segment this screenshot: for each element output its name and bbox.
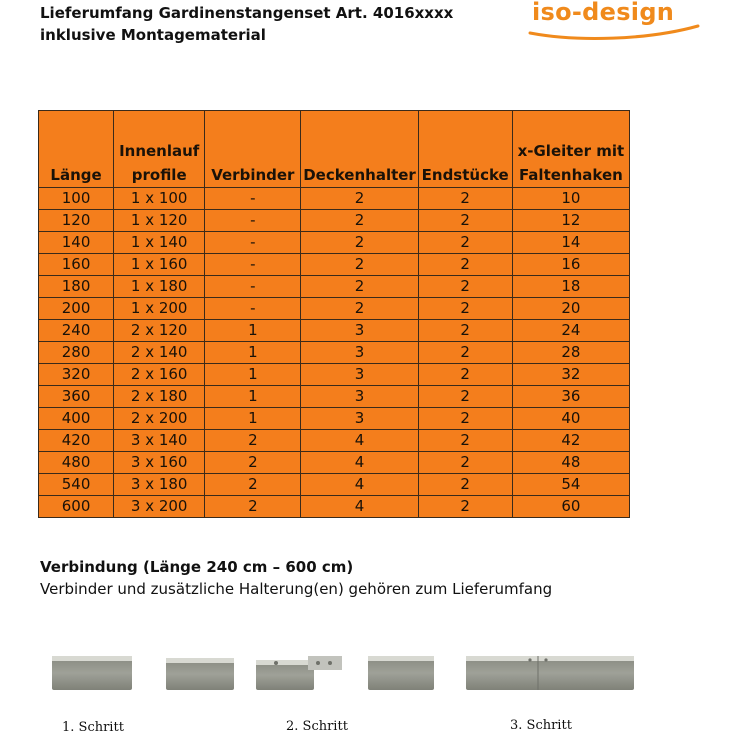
cell-verbinder: 2 <box>205 430 301 452</box>
table-row <box>39 386 630 408</box>
title-line-2: inklusive Montagematerial <box>40 26 266 44</box>
cell-verbinder: - <box>205 298 301 320</box>
cell-verbinder: - <box>205 210 301 232</box>
table-row <box>39 298 630 320</box>
table-row <box>39 320 630 342</box>
cell-laenge: 540 <box>39 474 114 496</box>
table-row <box>39 430 630 452</box>
cell-innenlaufprofile: 3 x 160 <box>114 452 205 474</box>
cell-deckenhalter: 3 <box>301 364 418 386</box>
cell-verbinder: 1 <box>205 342 301 364</box>
cell-x-gleiter: 36 <box>512 386 629 408</box>
table-row <box>39 188 630 210</box>
cell-endstuecke: 2 <box>418 342 512 364</box>
cell-x-gleiter: 54 <box>512 474 629 496</box>
cell-verbinder: 1 <box>205 386 301 408</box>
table-row <box>39 210 630 232</box>
cell-deckenhalter: 3 <box>301 342 418 364</box>
cell-laenge: 320 <box>39 364 114 386</box>
table-header-row <box>39 111 630 188</box>
cell-deckenhalter: 4 <box>301 496 418 518</box>
cell-laenge: 360 <box>39 386 114 408</box>
cell-x-gleiter: 42 <box>512 430 629 452</box>
cell-innenlaufprofile: 1 x 200 <box>114 298 205 320</box>
cell-deckenhalter: 2 <box>301 188 418 210</box>
table-row <box>39 496 630 518</box>
cell-verbinder: 2 <box>205 474 301 496</box>
cell-x-gleiter: 18 <box>512 276 629 298</box>
cell-x-gleiter: 10 <box>512 188 629 210</box>
cell-deckenhalter: 2 <box>301 298 418 320</box>
header-line-2: profile <box>131 166 187 184</box>
cell-laenge: 420 <box>39 430 114 452</box>
document-title <box>40 2 453 46</box>
cell-laenge: 200 <box>39 298 114 320</box>
cell-deckenhalter: 2 <box>301 254 418 276</box>
cell-verbinder: 1 <box>205 320 301 342</box>
header-line-2: Deckenhalter <box>303 166 416 184</box>
header-line-2: Länge <box>50 166 102 184</box>
table-row <box>39 364 630 386</box>
column-header-laenge <box>39 111 114 188</box>
cell-innenlaufprofile: 1 x 100 <box>114 188 205 210</box>
cell-deckenhalter: 2 <box>301 232 418 254</box>
delivery-table <box>38 110 630 518</box>
cell-laenge: 120 <box>39 210 114 232</box>
header-line-1 <box>419 139 512 163</box>
step-3-caption: 3. Schritt <box>510 718 572 733</box>
cell-x-gleiter: 14 <box>512 232 629 254</box>
cell-verbinder: - <box>205 276 301 298</box>
table-body <box>39 188 630 518</box>
cell-deckenhalter: 2 <box>301 210 418 232</box>
cell-endstuecke: 2 <box>418 474 512 496</box>
cell-x-gleiter: 32 <box>512 364 629 386</box>
cell-innenlaufprofile: 1 x 180 <box>114 276 205 298</box>
header-line-1: Innenlauf <box>119 142 200 160</box>
iso-design-logo <box>528 0 700 40</box>
cell-deckenhalter: 3 <box>301 320 418 342</box>
header-line-2: Endstücke <box>421 166 509 184</box>
cell-laenge: 240 <box>39 320 114 342</box>
cell-laenge: 180 <box>39 276 114 298</box>
cell-verbinder: 1 <box>205 408 301 430</box>
header-line-1: x-Gleiter mit <box>517 142 625 160</box>
title-line-1: Lieferumfang Gardinenstangenset Art. 4016xxxx <box>40 4 454 22</box>
cell-endstuecke: 2 <box>418 320 512 342</box>
logo-text: iso-design <box>532 0 675 26</box>
cell-innenlaufprofile: 2 x 120 <box>114 320 205 342</box>
cell-endstuecke: 2 <box>418 452 512 474</box>
cell-innenlaufprofile: 2 x 160 <box>114 364 205 386</box>
cell-x-gleiter: 60 <box>512 496 629 518</box>
rail-connector-photo <box>256 654 436 694</box>
cell-endstuecke: 2 <box>418 232 512 254</box>
cell-x-gleiter: 16 <box>512 254 629 276</box>
column-header-innenlaufprofile <box>114 111 205 188</box>
cell-laenge: 480 <box>39 452 114 474</box>
cell-x-gleiter: 12 <box>512 210 629 232</box>
cell-endstuecke: 2 <box>418 386 512 408</box>
cell-x-gleiter: 24 <box>512 320 629 342</box>
cell-endstuecke: 2 <box>418 188 512 210</box>
cell-endstuecke: 2 <box>418 364 512 386</box>
rail-joined-photo <box>466 654 634 692</box>
cell-innenlaufprofile: 3 x 140 <box>114 430 205 452</box>
cell-deckenhalter: 2 <box>301 276 418 298</box>
connection-heading: Verbindung (Länge 240 cm – 600 cm) <box>40 558 354 576</box>
step-2-caption: 2. Schritt <box>286 719 348 734</box>
cell-innenlaufprofile: 1 x 120 <box>114 210 205 232</box>
cell-innenlaufprofile: 3 x 200 <box>114 496 205 518</box>
cell-verbinder: 2 <box>205 496 301 518</box>
column-header-endstuecke <box>418 111 512 188</box>
cell-verbinder: 2 <box>205 452 301 474</box>
header-line-2: Verbinder <box>211 166 295 184</box>
cell-endstuecke: 2 <box>418 496 512 518</box>
table-row <box>39 254 630 276</box>
header-line-2: Faltenhaken <box>518 166 623 184</box>
cell-x-gleiter: 28 <box>512 342 629 364</box>
cell-deckenhalter: 3 <box>301 386 418 408</box>
column-header-x-gleiter <box>512 111 629 188</box>
cell-innenlaufprofile: 3 x 180 <box>114 474 205 496</box>
cell-verbinder: - <box>205 232 301 254</box>
column-header-deckenhalter <box>301 111 418 188</box>
cell-x-gleiter: 40 <box>512 408 629 430</box>
cell-deckenhalter: 3 <box>301 408 418 430</box>
cell-x-gleiter: 20 <box>512 298 629 320</box>
table-row <box>39 408 630 430</box>
cell-deckenhalter: 4 <box>301 452 418 474</box>
cell-laenge: 280 <box>39 342 114 364</box>
cell-verbinder: - <box>205 254 301 276</box>
cell-laenge: 400 <box>39 408 114 430</box>
step-1-caption: 1. Schritt <box>62 720 124 735</box>
cell-innenlaufprofile: 2 x 180 <box>114 386 205 408</box>
connection-description: Verbinder und zusätzliche Halterung(en) gehören zum Lieferumfang <box>40 580 553 598</box>
cell-endstuecke: 2 <box>418 254 512 276</box>
cell-endstuecke: 2 <box>418 210 512 232</box>
cell-innenlaufprofile: 1 x 140 <box>114 232 205 254</box>
cell-endstuecke: 2 <box>418 430 512 452</box>
table-row <box>39 474 630 496</box>
rail-separate-photo <box>52 654 234 694</box>
cell-verbinder: 1 <box>205 364 301 386</box>
table-row <box>39 452 630 474</box>
column-header-verbinder <box>205 111 301 188</box>
cell-innenlaufprofile: 2 x 200 <box>114 408 205 430</box>
cell-laenge: 160 <box>39 254 114 276</box>
table-row <box>39 276 630 298</box>
cell-innenlaufprofile: 2 x 140 <box>114 342 205 364</box>
cell-x-gleiter: 48 <box>512 452 629 474</box>
cell-laenge: 100 <box>39 188 114 210</box>
cell-verbinder: - <box>205 188 301 210</box>
cell-deckenhalter: 4 <box>301 430 418 452</box>
cell-endstuecke: 2 <box>418 298 512 320</box>
cell-innenlaufprofile: 1 x 160 <box>114 254 205 276</box>
cell-endstuecke: 2 <box>418 408 512 430</box>
header-line-1 <box>39 139 113 163</box>
table-row <box>39 342 630 364</box>
header-line-1 <box>301 139 417 163</box>
cell-deckenhalter: 4 <box>301 474 418 496</box>
table-row <box>39 232 630 254</box>
cell-endstuecke: 2 <box>418 276 512 298</box>
cell-laenge: 600 <box>39 496 114 518</box>
cell-laenge: 140 <box>39 232 114 254</box>
header-line-1 <box>205 139 300 163</box>
